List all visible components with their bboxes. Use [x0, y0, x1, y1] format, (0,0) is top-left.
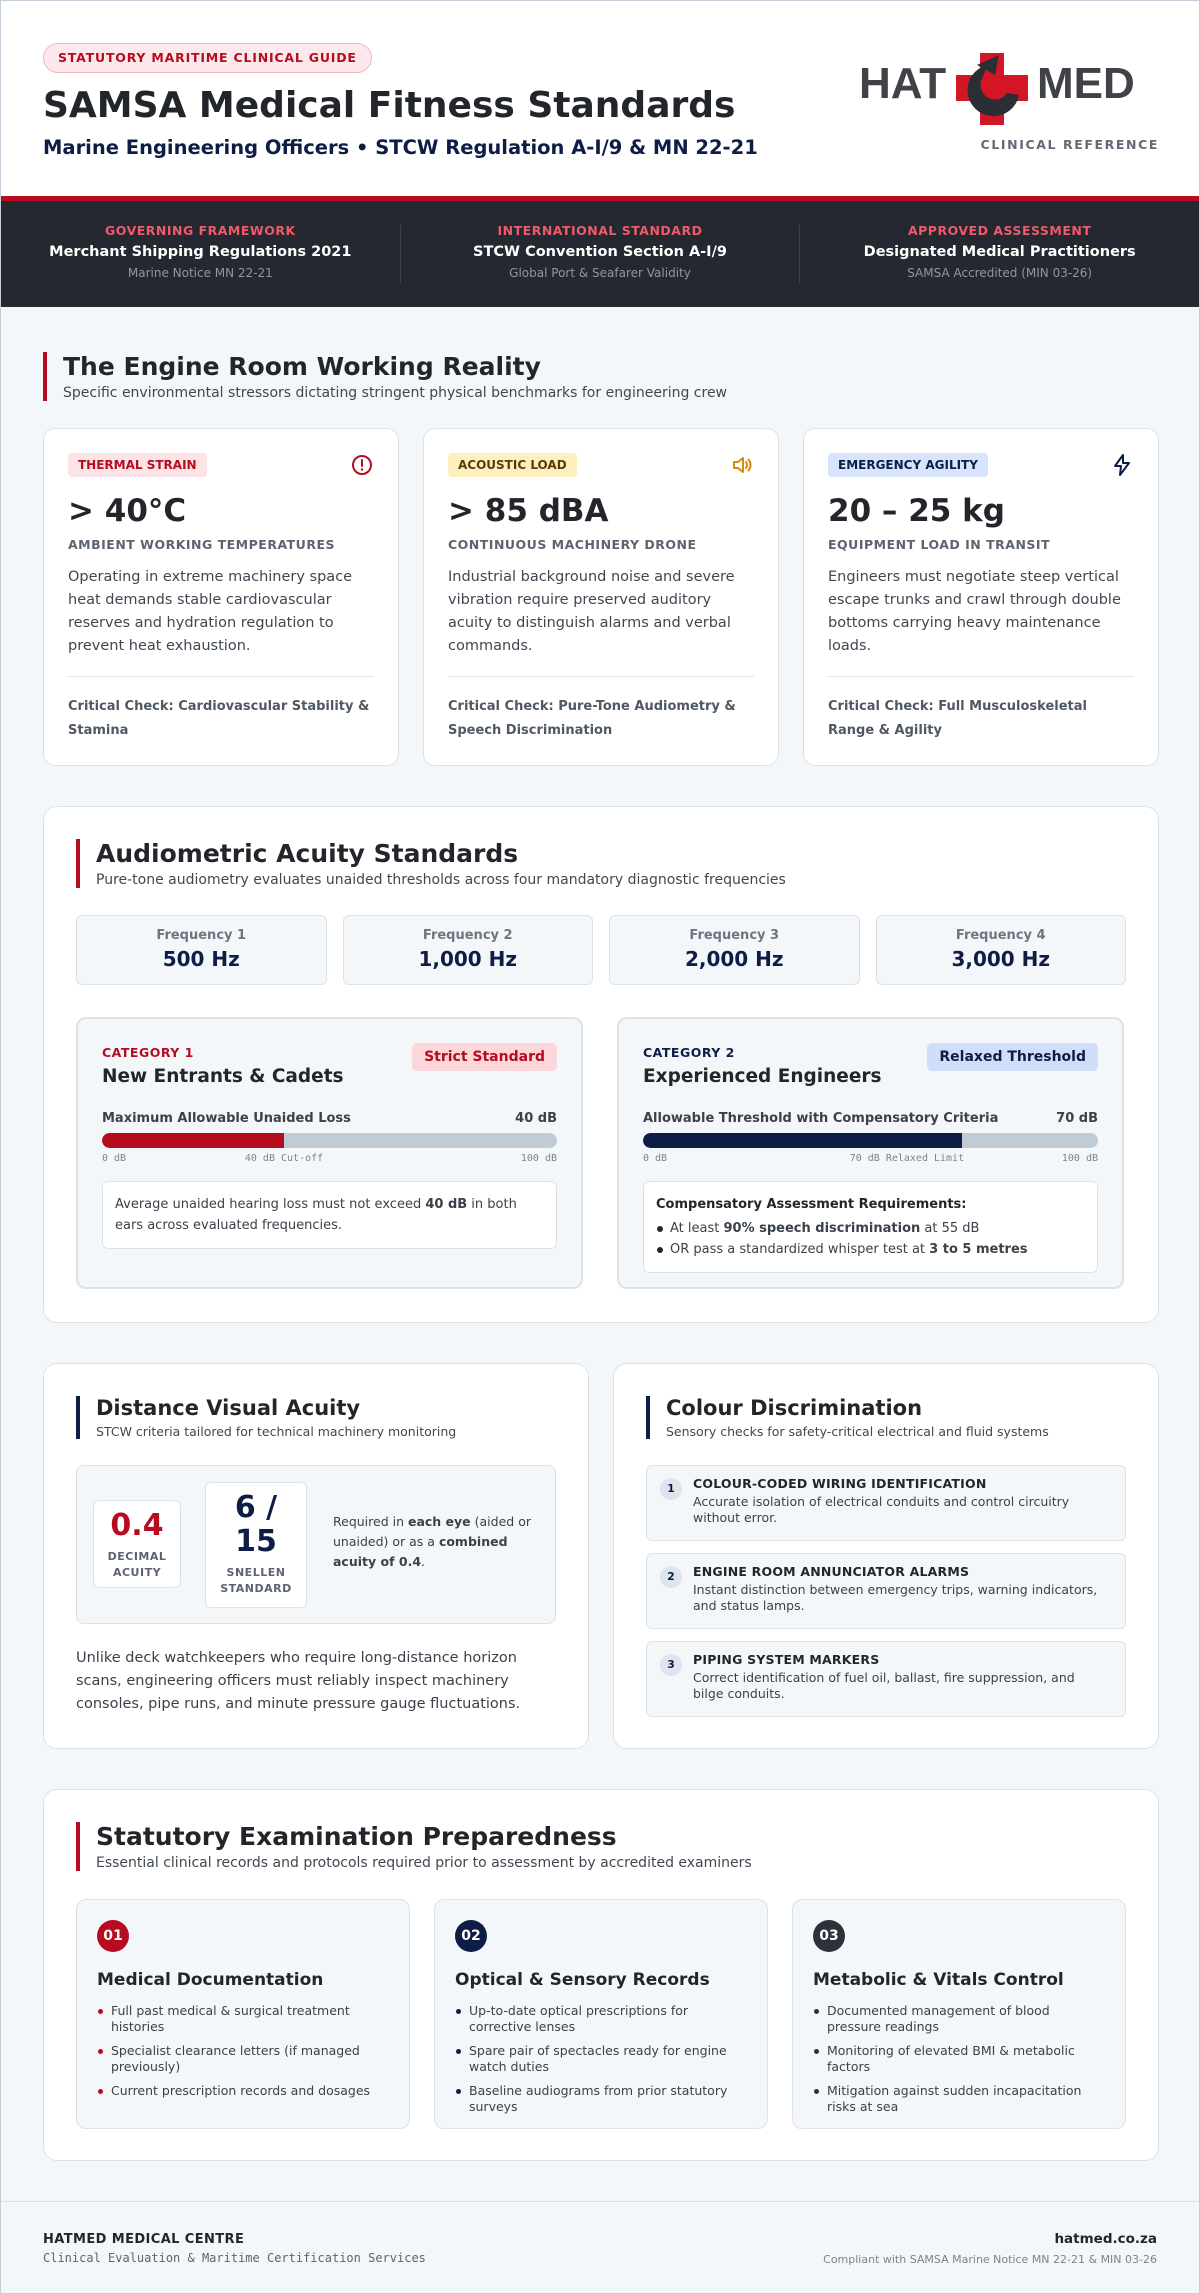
threshold-label: Allowable Threshold with Compensatory Criteria — [643, 1111, 999, 1126]
band-title: STCW Convention Section A-I/9 — [473, 244, 727, 260]
frequency-list — [76, 915, 1126, 985]
list-item: Baseline audiograms from prior statutory surveys — [455, 2083, 747, 2115]
card-critical-check: Critical Check: Cardiovascular Stability & Stamina — [68, 676, 374, 743]
footer-org-services: Clinical Evaluation & Maritime Certification Services — [43, 2251, 426, 2265]
alert-circle-icon — [350, 453, 374, 477]
decimal-acuity-label — [94, 1549, 180, 1581]
threshold-value: 70 dB — [1056, 1111, 1098, 1126]
audio-heading — [76, 839, 786, 888]
threshold-bar — [643, 1133, 1098, 1148]
section-subtitle: Sensory checks for safety-critical electrical and fluid systems — [666, 1424, 1049, 1439]
label-line: STANDARD — [220, 1582, 292, 1595]
prep-list — [813, 2003, 1105, 2115]
reality-cards — [43, 428, 1159, 766]
prep-heading — [76, 1822, 752, 1871]
threshold-label: Maximum Allowable Unaided Loss — [102, 1111, 351, 1126]
band-governing — [1, 225, 401, 283]
tick-max: 100 dB — [1061, 1153, 1098, 1164]
preparedness-panel — [43, 1789, 1159, 2161]
req-pre: At least — [670, 1221, 724, 1236]
card-description: Operating in extreme machinery space heat demands stable cardiovascular reserves and hydration regulation to prevent heat exhaustion. — [68, 569, 353, 654]
page-header — [1, 1, 1199, 201]
band-sub: Marine Notice MN 22-21 — [127, 266, 273, 280]
snellen-line: 6 / — [234, 1490, 278, 1525]
threshold-ticks — [643, 1153, 1098, 1169]
prep-card-title: Medical Documentation — [97, 1970, 324, 1990]
frequency-label: Frequency 2 — [422, 928, 513, 943]
threshold-bar — [102, 1133, 557, 1148]
card-value: > 85 dBA — [448, 493, 609, 529]
list-item — [646, 1553, 1126, 1629]
list-item — [656, 1239, 1085, 1260]
prep-card-optical-sensory — [434, 1899, 768, 2129]
label-line: DECIMAL — [107, 1550, 167, 1563]
tick-max: 100 dB — [520, 1153, 557, 1164]
item-title: PIPING SYSTEM MARKERS — [693, 1652, 880, 1667]
band-sub: Global Port & Seafarer Validity — [509, 266, 691, 280]
visual-acuity-panel — [43, 1363, 589, 1749]
step-number: 02 — [455, 1920, 487, 1952]
card-critical-check: Critical Check: Full Musculoskeletal Range & Agility — [828, 676, 1134, 743]
item-description: Correct identification of fuel oil, ballast, fire suppression, and bilge conduits. — [693, 1670, 1075, 1701]
card-label: EQUIPMENT LOAD IN TRANSIT — [828, 537, 1051, 552]
req-pre: Required in — [333, 1514, 408, 1529]
card-tag: EMERGENCY AGILITY — [828, 453, 988, 477]
threshold-row — [102, 1111, 557, 1126]
guide-badge: STATUTORY MARITIME CLINICAL GUIDE — [43, 43, 372, 73]
category-badge: Relaxed Threshold — [927, 1043, 1098, 1071]
list-item: Current prescription records and dosages — [97, 2083, 389, 2099]
card-value: > 40°C — [68, 493, 187, 529]
item-number: 2 — [660, 1566, 682, 1588]
list-item — [646, 1641, 1126, 1717]
category-kicker: CATEGORY 2 — [643, 1045, 735, 1060]
band-sub: SAMSA Accredited (MIN 03-26) — [907, 266, 1093, 280]
threshold-ticks — [102, 1153, 557, 1169]
prep-cards — [76, 1899, 1126, 2129]
prep-card-title: Optical & Sensory Records — [455, 1970, 710, 1990]
item-title: COLOUR-CODED WIRING IDENTIFICATION — [693, 1476, 987, 1491]
reality-heading — [43, 352, 1159, 401]
req-bold: combined acuity of 0.4 — [333, 1534, 508, 1569]
section-title: Audiometric Acuity Standards — [96, 839, 519, 868]
frequency-chip — [76, 915, 327, 985]
page-subtitle: Marine Engineering Officers • STCW Regulation A-I/9 & MN 22-21 — [43, 136, 758, 159]
band-title: Designated Medical Practitioners — [863, 244, 1136, 260]
threshold-value: 40 dB — [515, 1111, 557, 1126]
snellen-value — [206, 1491, 306, 1559]
threshold-bar-fill — [102, 1133, 284, 1148]
category-1-card — [76, 1017, 583, 1289]
req-post: . — [421, 1554, 426, 1569]
threshold-bar-fill — [643, 1133, 962, 1148]
label-line: ACUITY — [112, 1566, 162, 1579]
card-critical-check: Critical Check: Pure-Tone Audiometry & Speech Discrimination — [448, 676, 754, 743]
snellen-label — [206, 1565, 306, 1597]
req-bold: each eye — [407, 1514, 471, 1529]
section-subtitle: Specific environmental stressors dictating stringent physical benchmarks for engineering crew — [63, 385, 728, 401]
vision-paragraph: Unlike deck watchkeepers who require long-distance horizon scans, engineering officers must reliably inspect machinery consoles, pipe runs, and minute pressure gauge fluctuations. — [76, 1650, 521, 1712]
card-tag: THERMAL STRAIN — [68, 453, 207, 477]
req-bold: 3 to 5 metres — [929, 1242, 1028, 1257]
category-kicker: CATEGORY 1 — [102, 1045, 194, 1060]
tick-mid: 40 dB Cut-off — [244, 1153, 324, 1164]
label-line: SNELLEN — [226, 1566, 286, 1579]
list-item: Documented management of blood pressure readings — [813, 2003, 1105, 2035]
snellen-line: 15 — [235, 1524, 277, 1559]
page-footer — [1, 2201, 1199, 2293]
card-tag: ACOUSTIC LOAD — [448, 453, 577, 477]
logo-text-left: HAT — [859, 59, 947, 108]
note-text-bold: 40 dB — [425, 1197, 468, 1212]
frequency-label: Frequency 4 — [955, 928, 1046, 943]
frequency-value: 2,000 Hz — [684, 947, 784, 971]
frequency-chip — [343, 915, 594, 985]
frequency-label: Frequency 1 — [156, 928, 247, 943]
tick-mid: 70 dB Relaxed Limit — [849, 1153, 965, 1164]
list-item — [646, 1465, 1126, 1541]
step-number: 01 — [97, 1920, 129, 1952]
band-assessment — [800, 225, 1199, 283]
hatmed-logo — [859, 53, 1159, 153]
prep-card-title: Metabolic & Vitals Control — [813, 1970, 1064, 1990]
list-item: Spare pair of spectacles ready for engine watch duties — [455, 2043, 747, 2075]
band-label: INTERNATIONAL STANDARD — [497, 223, 703, 238]
band-label: GOVERNING FRAMEWORK — [105, 223, 296, 238]
card-acoustic-load — [423, 428, 779, 766]
section-title: Distance Visual Acuity — [96, 1396, 361, 1420]
frequency-value: 3,000 Hz — [951, 947, 1051, 971]
note-title: Compensatory Assessment Requirements: — [656, 1197, 967, 1212]
card-label: CONTINUOUS MACHINERY DRONE — [448, 537, 697, 552]
snellen-card — [205, 1482, 307, 1608]
band-title: Merchant Shipping Regulations 2021 — [49, 244, 352, 260]
requirement-list — [656, 1218, 1085, 1260]
reality-section — [43, 352, 1159, 401]
item-description: Instant distinction between emergency trips, warning indicators, and status lamps. — [693, 1582, 1098, 1613]
decimal-acuity-value: 0.4 — [110, 1508, 164, 1543]
req-mid: (aided or unaided) or as a — [333, 1514, 531, 1549]
list-item: Full past medical & surgical treatment histories — [97, 2003, 389, 2035]
note-text-post: in both ears across evaluated frequencies. — [115, 1197, 517, 1233]
vision-heading — [76, 1396, 456, 1439]
section-title: The Engine Room Working Reality — [63, 352, 541, 381]
list-item: Up-to-date optical prescriptions for corrective lenses — [455, 2003, 747, 2035]
req-post: at 55 dB — [920, 1221, 980, 1236]
frequency-chip — [609, 915, 860, 985]
frequency-value: 1,000 Hz — [418, 947, 518, 971]
section-subtitle: Essential clinical records and protocols required prior to assessment by accredited examiners — [96, 1855, 752, 1871]
category-badge: Strict Standard — [412, 1043, 557, 1071]
section-subtitle: Pure-tone audiometry evaluates unaided thresholds across four mandatory diagnostic frequencies — [96, 872, 786, 888]
prep-list — [455, 2003, 747, 2115]
category-title: Experienced Engineers — [643, 1066, 882, 1087]
card-description: Engineers must negotiate steep vertical escape trunks and crawl through double bottoms carrying heavy maintenance loads. — [828, 569, 1121, 654]
list-item: Specialist clearance letters (if managed previously) — [97, 2043, 389, 2075]
card-description: Industrial background noise and severe vibration require preserved auditory acuity to distinguish alarms and verbal commands. — [448, 569, 735, 654]
frequency-value: 500 Hz — [162, 947, 240, 971]
item-number: 1 — [660, 1478, 682, 1500]
card-emergency-agility — [803, 428, 1159, 766]
decimal-acuity-card — [93, 1500, 181, 1588]
page-title: SAMSA Medical Fitness Standards — [43, 85, 736, 126]
section-title: Statutory Examination Preparedness — [96, 1822, 617, 1851]
category-note — [102, 1181, 557, 1249]
prep-card-medical-documentation — [76, 1899, 410, 2129]
acuity-requirement — [333, 1512, 533, 1572]
req-bold: 90% speech discrimination — [723, 1221, 921, 1236]
colour-discrimination-panel — [613, 1363, 1159, 1749]
category-title: New Entrants & Cadets — [102, 1066, 344, 1087]
tick-min: 0 dB — [643, 1153, 668, 1164]
section-title: Colour Discrimination — [666, 1396, 923, 1420]
hatmed-logo-graphic — [859, 53, 1159, 133]
item-number: 3 — [660, 1654, 682, 1676]
frequency-chip — [876, 915, 1127, 985]
logo-tagline: CLINICAL REFERENCE — [980, 137, 1159, 152]
medical-cross-icon — [956, 53, 1028, 125]
list-item: Monitoring of elevated BMI & metabolic factors — [813, 2043, 1105, 2075]
category-2-card — [617, 1017, 1124, 1289]
threshold-row — [643, 1111, 1098, 1126]
card-label: AMBIENT WORKING TEMPERATURES — [68, 537, 335, 552]
speaker-icon — [730, 453, 754, 477]
colour-check-list — [646, 1465, 1126, 1729]
framework-band — [1, 201, 1199, 307]
req-pre: OR pass a standardized whisper test at — [670, 1242, 930, 1257]
section-subtitle: STCW criteria tailored for technical machinery monitoring — [96, 1424, 457, 1439]
tick-min: 0 dB — [102, 1153, 127, 1164]
acuity-box — [76, 1465, 556, 1624]
compensatory-note — [643, 1181, 1098, 1273]
card-thermal-strain — [43, 428, 399, 766]
list-item: Mitigation against sudden incapacitation risks at sea — [813, 2083, 1105, 2115]
frequency-label: Frequency 3 — [689, 928, 780, 943]
step-number: 03 — [813, 1920, 845, 1952]
prep-card-metabolic-vitals — [792, 1899, 1126, 2129]
footer-org-name: HATMED MEDICAL CENTRE — [43, 2232, 245, 2247]
prep-list — [97, 2003, 389, 2099]
logo-text-right: MED — [1037, 59, 1135, 108]
colour-heading — [646, 1396, 1049, 1439]
band-label: APPROVED ASSESSMENT — [907, 223, 1092, 238]
footer-website-link[interactable]: hatmed.co.za — [1054, 2231, 1157, 2247]
footer-compliance: Compliant with SAMSA Marine Notice MN 22-21 & MIN 03-26 — [823, 2253, 1157, 2266]
band-international — [401, 225, 801, 283]
audiometric-panel — [43, 806, 1159, 1323]
item-description: Accurate isolation of electrical conduits and control circuitry without error. — [693, 1494, 1070, 1525]
lightning-icon — [1110, 453, 1134, 477]
note-text-pre: Average unaided hearing loss must not exceed — [115, 1197, 426, 1212]
card-value: 20 – 25 kg — [828, 493, 1005, 529]
list-item — [656, 1218, 1085, 1239]
item-title: ENGINE ROOM ANNUNCIATOR ALARMS — [693, 1564, 970, 1579]
